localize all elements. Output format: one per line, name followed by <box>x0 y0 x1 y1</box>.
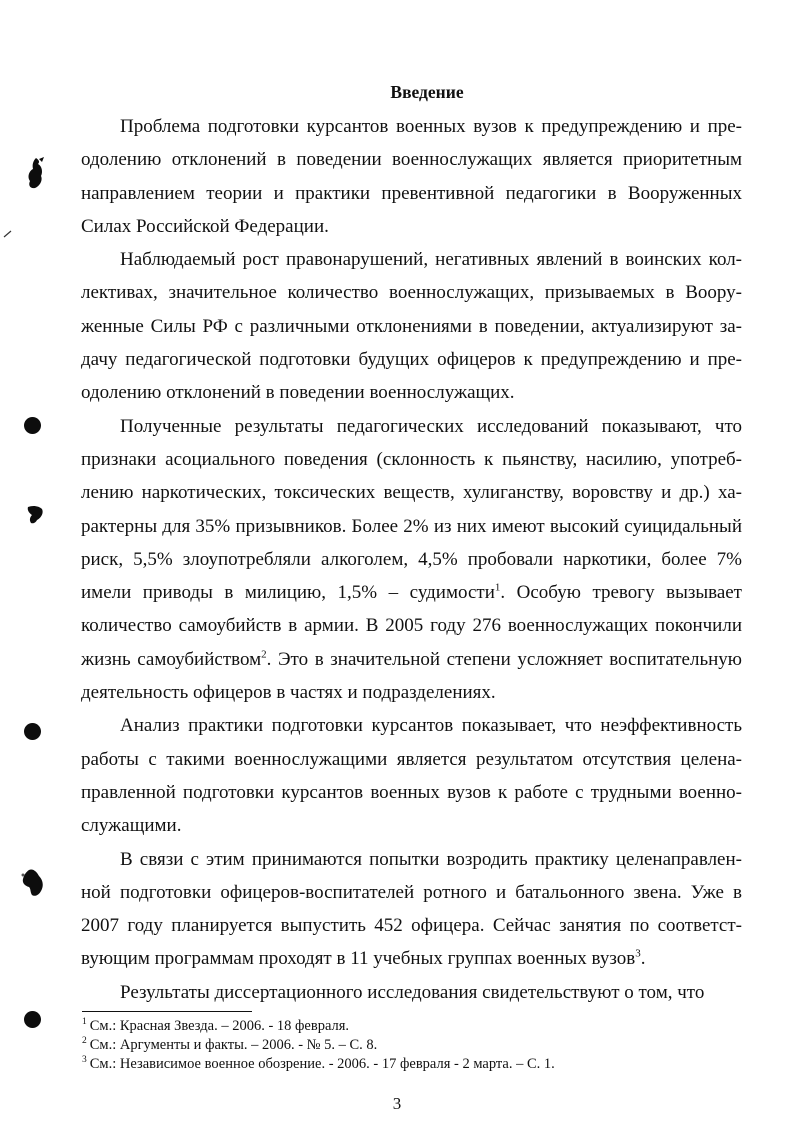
footnote-number: 1 <box>82 1017 87 1028</box>
paragraph-text: Наблюдаемый рост правонарушений, негативных явлений в воинских коллективах, значительное количество военнослужащих, призываемых в Вооруженные Силы РФ с различными отклонениями в поведении, актуализируют задачу педагогической подготовки будущих офицеров к предупреждению и преодолению отклонений в поведении военнослужащих. <box>81 249 742 404</box>
footnote <box>82 1055 742 1074</box>
footnote-text: См.: Красная Звезда. – 2006. - 18 февраля. <box>89 1018 350 1034</box>
paragraph <box>81 410 742 710</box>
footnote <box>82 1036 742 1055</box>
paragraph-text: Анализ практики подготовки курсантов показывает, что неэффективность работы с такими военнослужащими является результатом отсутствия целенаправленной подготовки курсантов военных вузов к работе с трудными военнослужащими. <box>81 715 742 837</box>
scan-artifact-mark <box>17 866 47 905</box>
binding-hole <box>24 723 41 740</box>
paragraph <box>81 243 742 409</box>
paragraph-text: . <box>640 948 646 970</box>
paragraph <box>81 110 742 243</box>
scan-artifact-tick <box>3 226 13 244</box>
body-text <box>81 110 742 1009</box>
paragraph-text: Результаты диссертационного исследования свидетельствуют о том, что <box>120 981 705 1003</box>
footnote-separator <box>82 1011 252 1012</box>
page-number: 3 <box>392 1094 402 1113</box>
paragraph-text: . Это в значительной степени усложняет воспитательную деятельность офицеров в частях и подразделениях. <box>81 648 742 704</box>
paragraph-text: В связи с этим принимаются попытки возродить практику целенаправленной подготовки офицеров-воспитателей ротного и батальонного звена. Уже в 2007 году планируется выпустить 452 офицера. Сейчас занятия по соответствующим программам проходят в 11 учебных группах военных вузов <box>81 848 742 970</box>
paragraph <box>81 843 742 976</box>
paragraph-text: . Особую тревогу вызывает количество самоубийств в армии. В 2005 году 276 военнослужащих покончили жизнь самоубийством <box>81 582 742 670</box>
footnote-ref: 1 <box>494 581 501 594</box>
scan-artifact-mark <box>25 504 45 531</box>
footnote-ref: 3 <box>635 948 641 961</box>
footnote-text: См.: Независимое военное обозрение. - 2006. - 17 февраля - 2 марта. – С. 1. <box>89 1056 555 1072</box>
paragraph <box>81 976 742 1009</box>
footnote-text: См.: Аргументы и факты. – 2006. - № 5. – С. 8. <box>89 1037 378 1053</box>
footnote-number: 3 <box>82 1055 87 1066</box>
binding-hole <box>24 1011 41 1028</box>
footnote <box>82 1017 742 1036</box>
footnote-number: 2 <box>82 1036 87 1047</box>
paragraph-text: Проблема подготовки курсантов военных вузов к предупреждению и преодолению отклонений в поведении военнослужащих является приоритетным направлением теории и практики превентивной педагогики в Вооруженных Силах Российской Федерации. <box>81 116 742 237</box>
paragraph <box>81 709 742 842</box>
scan-artifact-mark <box>24 156 48 197</box>
paragraph-text: Полученные результаты педагогических исследований показывают, что признаки асоциального поведения (склонность к пьянству, насилию, употреблению наркотических, токсических веществ, хулиганству, воровству и др.) характерны для 35% призывников. Более 2% из них имеют высокий суицидальный риск, 5,5% злоупотребляли алкоголем, 4,5% пробовали наркотики, более 7% имели приводы в милицию, 1,5% – судимости <box>81 415 742 604</box>
section-title: Введение <box>390 82 464 102</box>
binding-hole <box>24 417 41 434</box>
footnote-ref: 2 <box>261 648 267 661</box>
footnotes <box>82 1017 742 1074</box>
